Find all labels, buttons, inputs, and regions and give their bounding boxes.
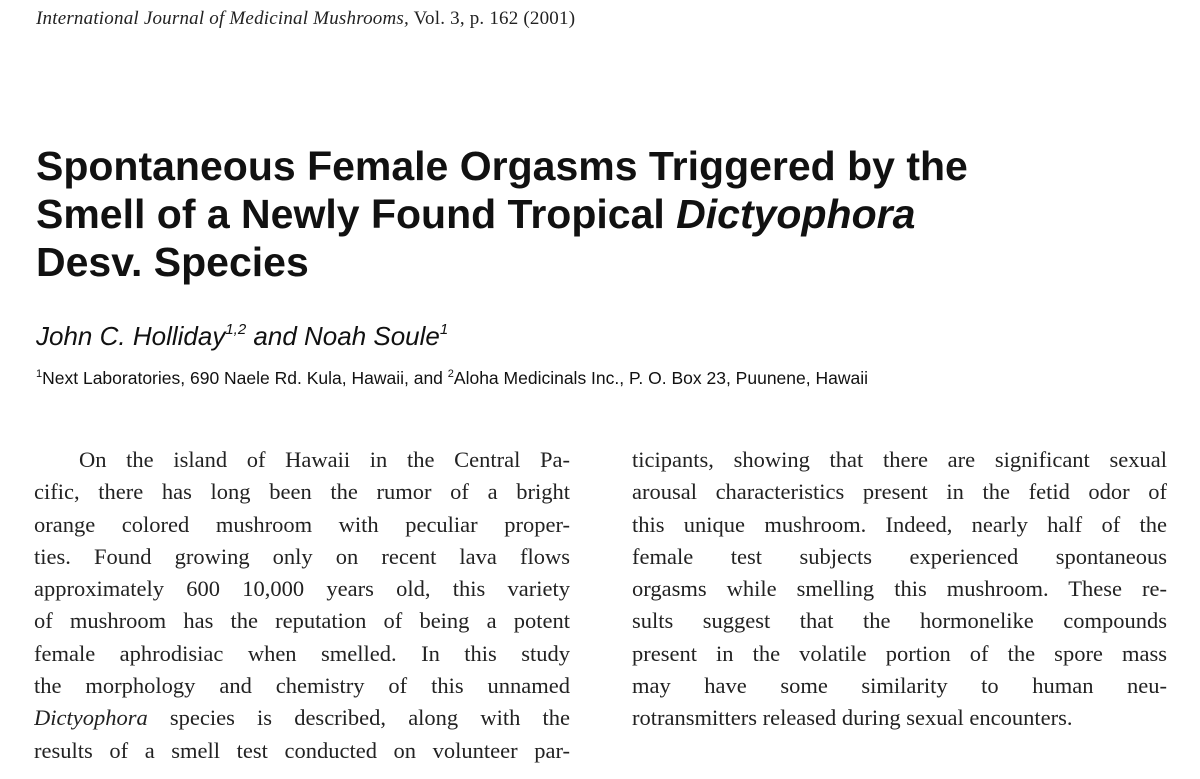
affiliation-text: Aloha Medicinals Inc., P. O. Box 23, Puunene, Hawaii <box>453 368 868 388</box>
text-line: present in the volatile portion of the spore mass <box>632 640 1167 666</box>
text-line: ticipants, showing that there are significant sexual <box>632 447 1167 472</box>
text-line: approximately 600 10,000 years old, this variety <box>34 576 570 602</box>
text-line: may have some similarity to human neu- <box>632 673 1167 699</box>
author-affiliation-marker: 1,2 <box>225 321 247 338</box>
text-line: female test subjects experienced spontaneous <box>632 543 1167 569</box>
title-line-2-text: Smell of a Newly Found Tropical <box>36 191 677 237</box>
genus-name: Dictyophora <box>34 705 148 731</box>
text-line: of mushroom has the reputation of being a potent <box>34 608 570 634</box>
title-line-2 <box>36 190 1156 238</box>
title-line-3: Desv. Species <box>36 239 309 285</box>
author-affiliation-marker: 1 <box>439 321 449 338</box>
text-line: arousal characteristics present in the fetid odor of <box>632 479 1167 505</box>
text-line: the morphology and chemistry of this unnamed <box>34 673 570 699</box>
affiliations <box>36 368 868 389</box>
text-line: rotransmitters released during sexual encounters. <box>632 705 1073 731</box>
author-name: Noah Soule <box>304 321 440 351</box>
title-line-1: Spontaneous Female Orgasms Triggered by the <box>36 143 968 189</box>
abstract-column-left <box>34 444 570 767</box>
journal-citation <box>36 8 575 30</box>
author-name: John C. Holliday <box>36 321 226 351</box>
text-line: sults suggest that the hormonelike compounds <box>632 608 1167 634</box>
author-list <box>36 321 448 352</box>
text-line: orange colored mushroom with peculiar proper- <box>34 511 570 537</box>
journal-name: International Journal of Medicinal Mushrooms, <box>36 8 409 29</box>
affiliation-marker: 1 <box>36 368 43 380</box>
text-line: this unique mushroom. Indeed, nearly half of the <box>632 511 1167 537</box>
text-fragment: species is described, along with the <box>147 705 570 731</box>
text-line: results of a smell test conducted on volunteer par- <box>34 737 570 763</box>
volume-page-year: Vol. 3, p. 162 (2001) <box>408 8 576 29</box>
author-conjunction: and <box>246 321 304 351</box>
text-line: cific, there has long been the rumor of a bright <box>34 479 570 505</box>
text-line <box>34 702 570 734</box>
text-line: ties. Found growing only on recent lava flows <box>34 543 570 569</box>
affiliation-text: Next Laboratories, 690 Naele Rd. Kula, Hawaii, and <box>42 368 448 388</box>
title-genus: Dictyophora <box>676 191 916 237</box>
text-line: female aphrodisiac when smelled. In this study <box>34 640 570 666</box>
text-line: On the island of Hawaii in the Central Pa- <box>79 447 570 472</box>
abstract-column-right <box>632 444 1167 735</box>
text-line: orgasms while smelling this mushroom. These re- <box>632 576 1167 602</box>
affiliation-marker: 2 <box>447 368 454 380</box>
article-title <box>36 142 1156 286</box>
